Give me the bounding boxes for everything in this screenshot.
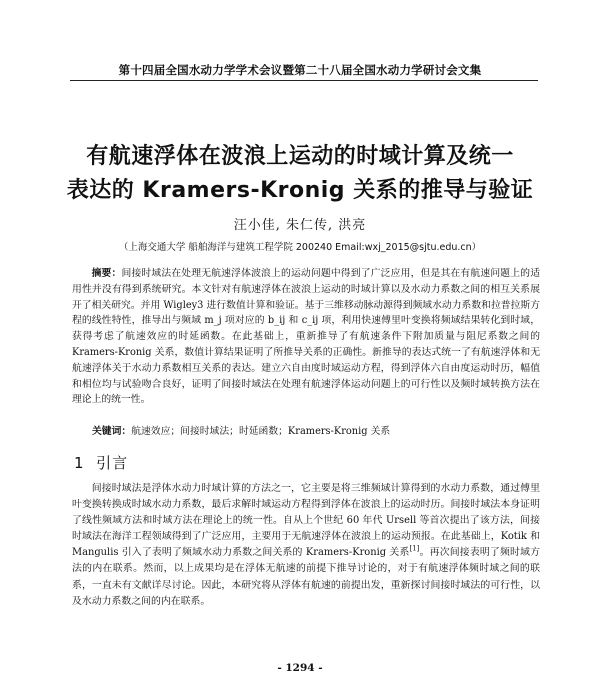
running-header: 第十四届全国水动力学学术会议暨第二十八届全国水动力学研讨会文集 [118,63,482,77]
body-paragraph [72,481,540,610]
page-number: - 1294 - [277,662,323,674]
affiliation: （上海交通大学 船舶海洋与建筑工程学院 200240 Email:wxj_2015@sjtu.edu.cn） [118,242,482,253]
section-number: 1 [74,454,85,472]
authors: 汪小佳, 朱仁传, 洪亮 [233,218,367,233]
header-rule [70,80,538,81]
paper-title [40,140,560,208]
abstract-text: 间接时域法在处理无航速浮体波浪上的运动问题中得到了广泛应用，但是其在有航速问题上的适用性并没有得到系统研究。本文针对有航速浮体在波浪上运动的时域计算以及水动力系数之间的相互关系展开了相关研究。并用 Wigley3 进行数值计算和验证。基于三维移动脉动源得到频域水动力系数和拉普拉斯方程的线性特性，推导出与频域 m_j 项对应的 b_ij 和 c_ij 项，利用快速傅里叶变换将频域结果转化到时域，获得考虑了航速效应的时延函数。在此基础上，重新推导了有航速条件下附加质量与阻尼系数之间的 Kramers-Kronig 关系，数值计算结果证明了所推导关系的正确性。新推导的表达式统一了有航速浮体和无航速浮体关于水动力系数相互关系的表达。建立六自由度时域运动方程，得到浮体六自由度运动时历，幅值和相位均与试验吻合良好，证明了间接时域法在处理有航速浮体运动问题上的可行性以及频时域转换方法在理论上的统一性。 [72,268,541,406]
abstract-label: 摘要： [91,268,122,279]
keywords-text: 航速效应；间接时域法；时延函数；Kramers-Kronig 关系 [131,426,391,437]
paper-title-line-1: 有航速浮体在波浪上运动的时域计算及统一 [86,144,514,169]
section-heading [74,452,128,473]
body-text-part-1: 间接时域法是浮体水动力时域计算的方法之一，它主要是将三维频域计算得到的水动力系数，通过傅里叶变换转换成时域水动力系数，最后求解时域运动方程得到浮体在波浪上的运动时历。间接时域法本身证明了线性频域方法和时域方法在理论上的统一性。自从上个世纪 60 年代 Ursell 等首次提出了该方法，间接时域法在海洋工程领域得到了广泛应用，主要用于无航速浮体在波浪上的运动预报。在此基础上，Kotik 和 Mangulis 引入了表明了频域水动力系数之间关系的 Kramers-Kronig 关系 [72,483,540,559]
keywords [92,424,540,439]
abstract [72,266,540,408]
citation: [1] [409,545,420,554]
body-text-part-2: 。再次间接表明了频时域方法的内在联系。然而，以上成果均是在浮体无航速的前提下推导讨论的，对于有航速浮体频时域之间的联系，一直未有文献详尽讨论。因此，本研究将从浮体有航速的前提出发，重新探讨间接时域法的可行性，以及水动力系数之间的内在联系。 [72,547,540,607]
paper-title-line-2: 表达的 Kramers-Kronig 关系的推导与验证 [66,178,534,203]
keywords-label: 关键词： [92,426,132,437]
section-title: 引言 [96,454,129,472]
